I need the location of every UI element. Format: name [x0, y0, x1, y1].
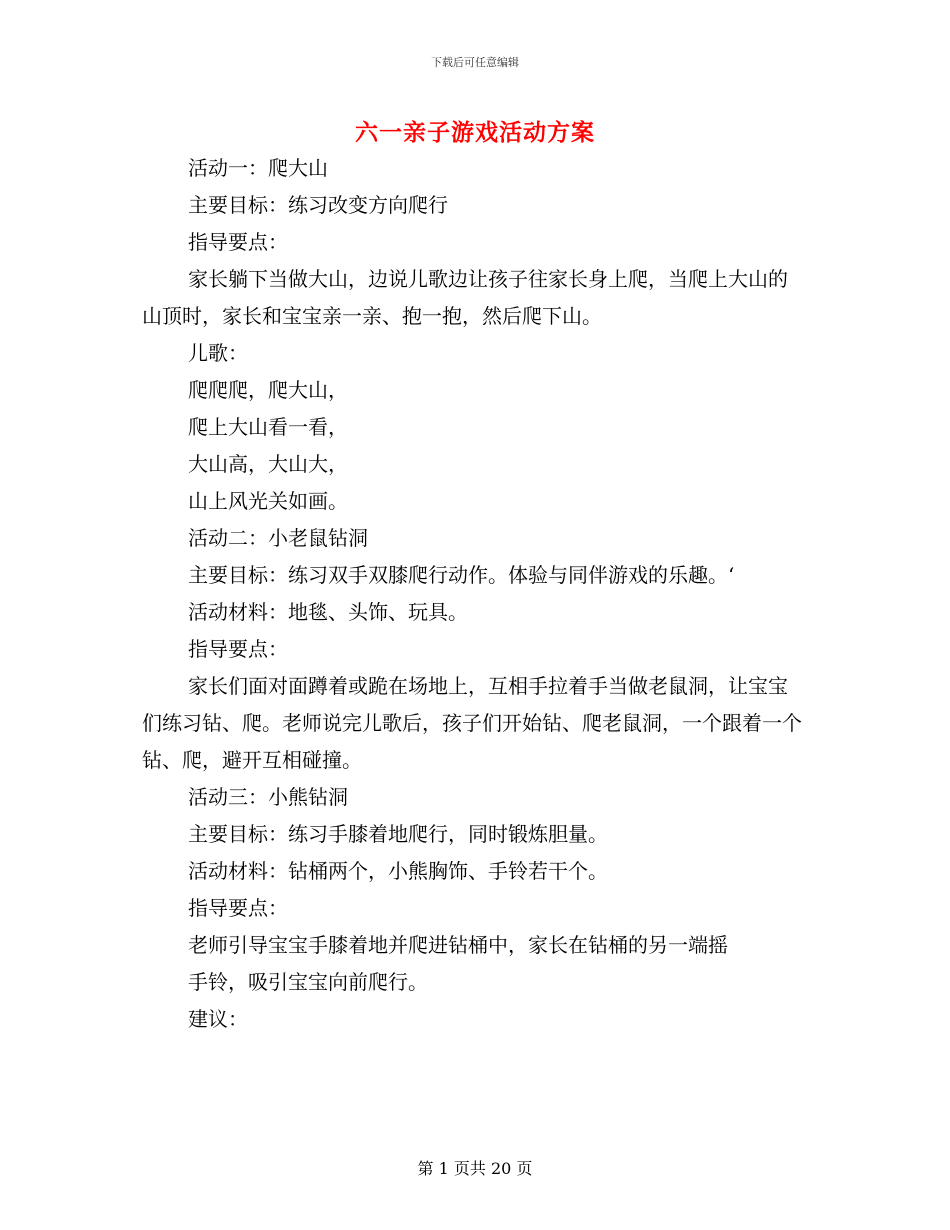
text-line: 指导要点： [188, 230, 288, 254]
text-line: 主要目标：练习手膝着地爬行，同时锻炼胆量。 [188, 822, 608, 846]
text-line: 老师引导宝宝手膝着地并爬进钻桶中，家长在钻桶的另一端摇 [188, 933, 728, 957]
text-line: 指导要点： [188, 896, 288, 920]
header-note: 下载后可任意编辑 [431, 56, 519, 69]
text-line: 活动材料：钻桶两个，小熊胸饰、手铃若干个。 [188, 859, 608, 883]
text-line: 指导要点： [188, 637, 288, 661]
document-body [142, 150, 802, 1038]
text-line: 活动一：爬大山 [188, 156, 328, 180]
paragraph: 家长们面对面蹲着或跪在场地上，互相手拉着手当做老鼠洞，让宝宝们练习钻、爬。老师说完儿歌后，孩子们开始钻、爬老鼠洞，一个跟着一个钻、爬，避开互相碰撞。 [142, 674, 802, 772]
text-line: 山上风光关如画。 [188, 489, 348, 513]
paragraph: 家长躺下当做大山，边说儿歌边让孩子往家长身上爬，当爬上大山的山顶时，家长和宝宝亲一亲、抱一抱，然后爬下山。 [142, 267, 788, 328]
text-line: 活动材料：地毯、头饰、玩具。 [188, 600, 468, 624]
text-line: 活动二：小老鼠钻洞 [188, 526, 368, 550]
page-footer: 第 1 页共 20 页 [417, 1159, 533, 1178]
text-line: 手铃，吸引宝宝向前爬行。 [188, 970, 428, 994]
document-title: 六一亲子游戏活动方案 [355, 119, 595, 146]
text-line: 儿歌： [188, 341, 248, 365]
text-line: 建议： [188, 1007, 248, 1031]
text-line: 大山高，大山大， [188, 452, 348, 476]
text-line: 主要目标：练习双手双膝爬行动作。体验与同伴游戏的乐趣。‘ [188, 563, 735, 587]
text-line: 活动三：小熊钻洞 [188, 785, 348, 809]
text-line: 爬爬爬，爬大山， [188, 378, 348, 402]
text-line: 爬上大山看一看， [188, 415, 348, 439]
text-line: 主要目标：练习改变方向爬行 [188, 193, 448, 217]
